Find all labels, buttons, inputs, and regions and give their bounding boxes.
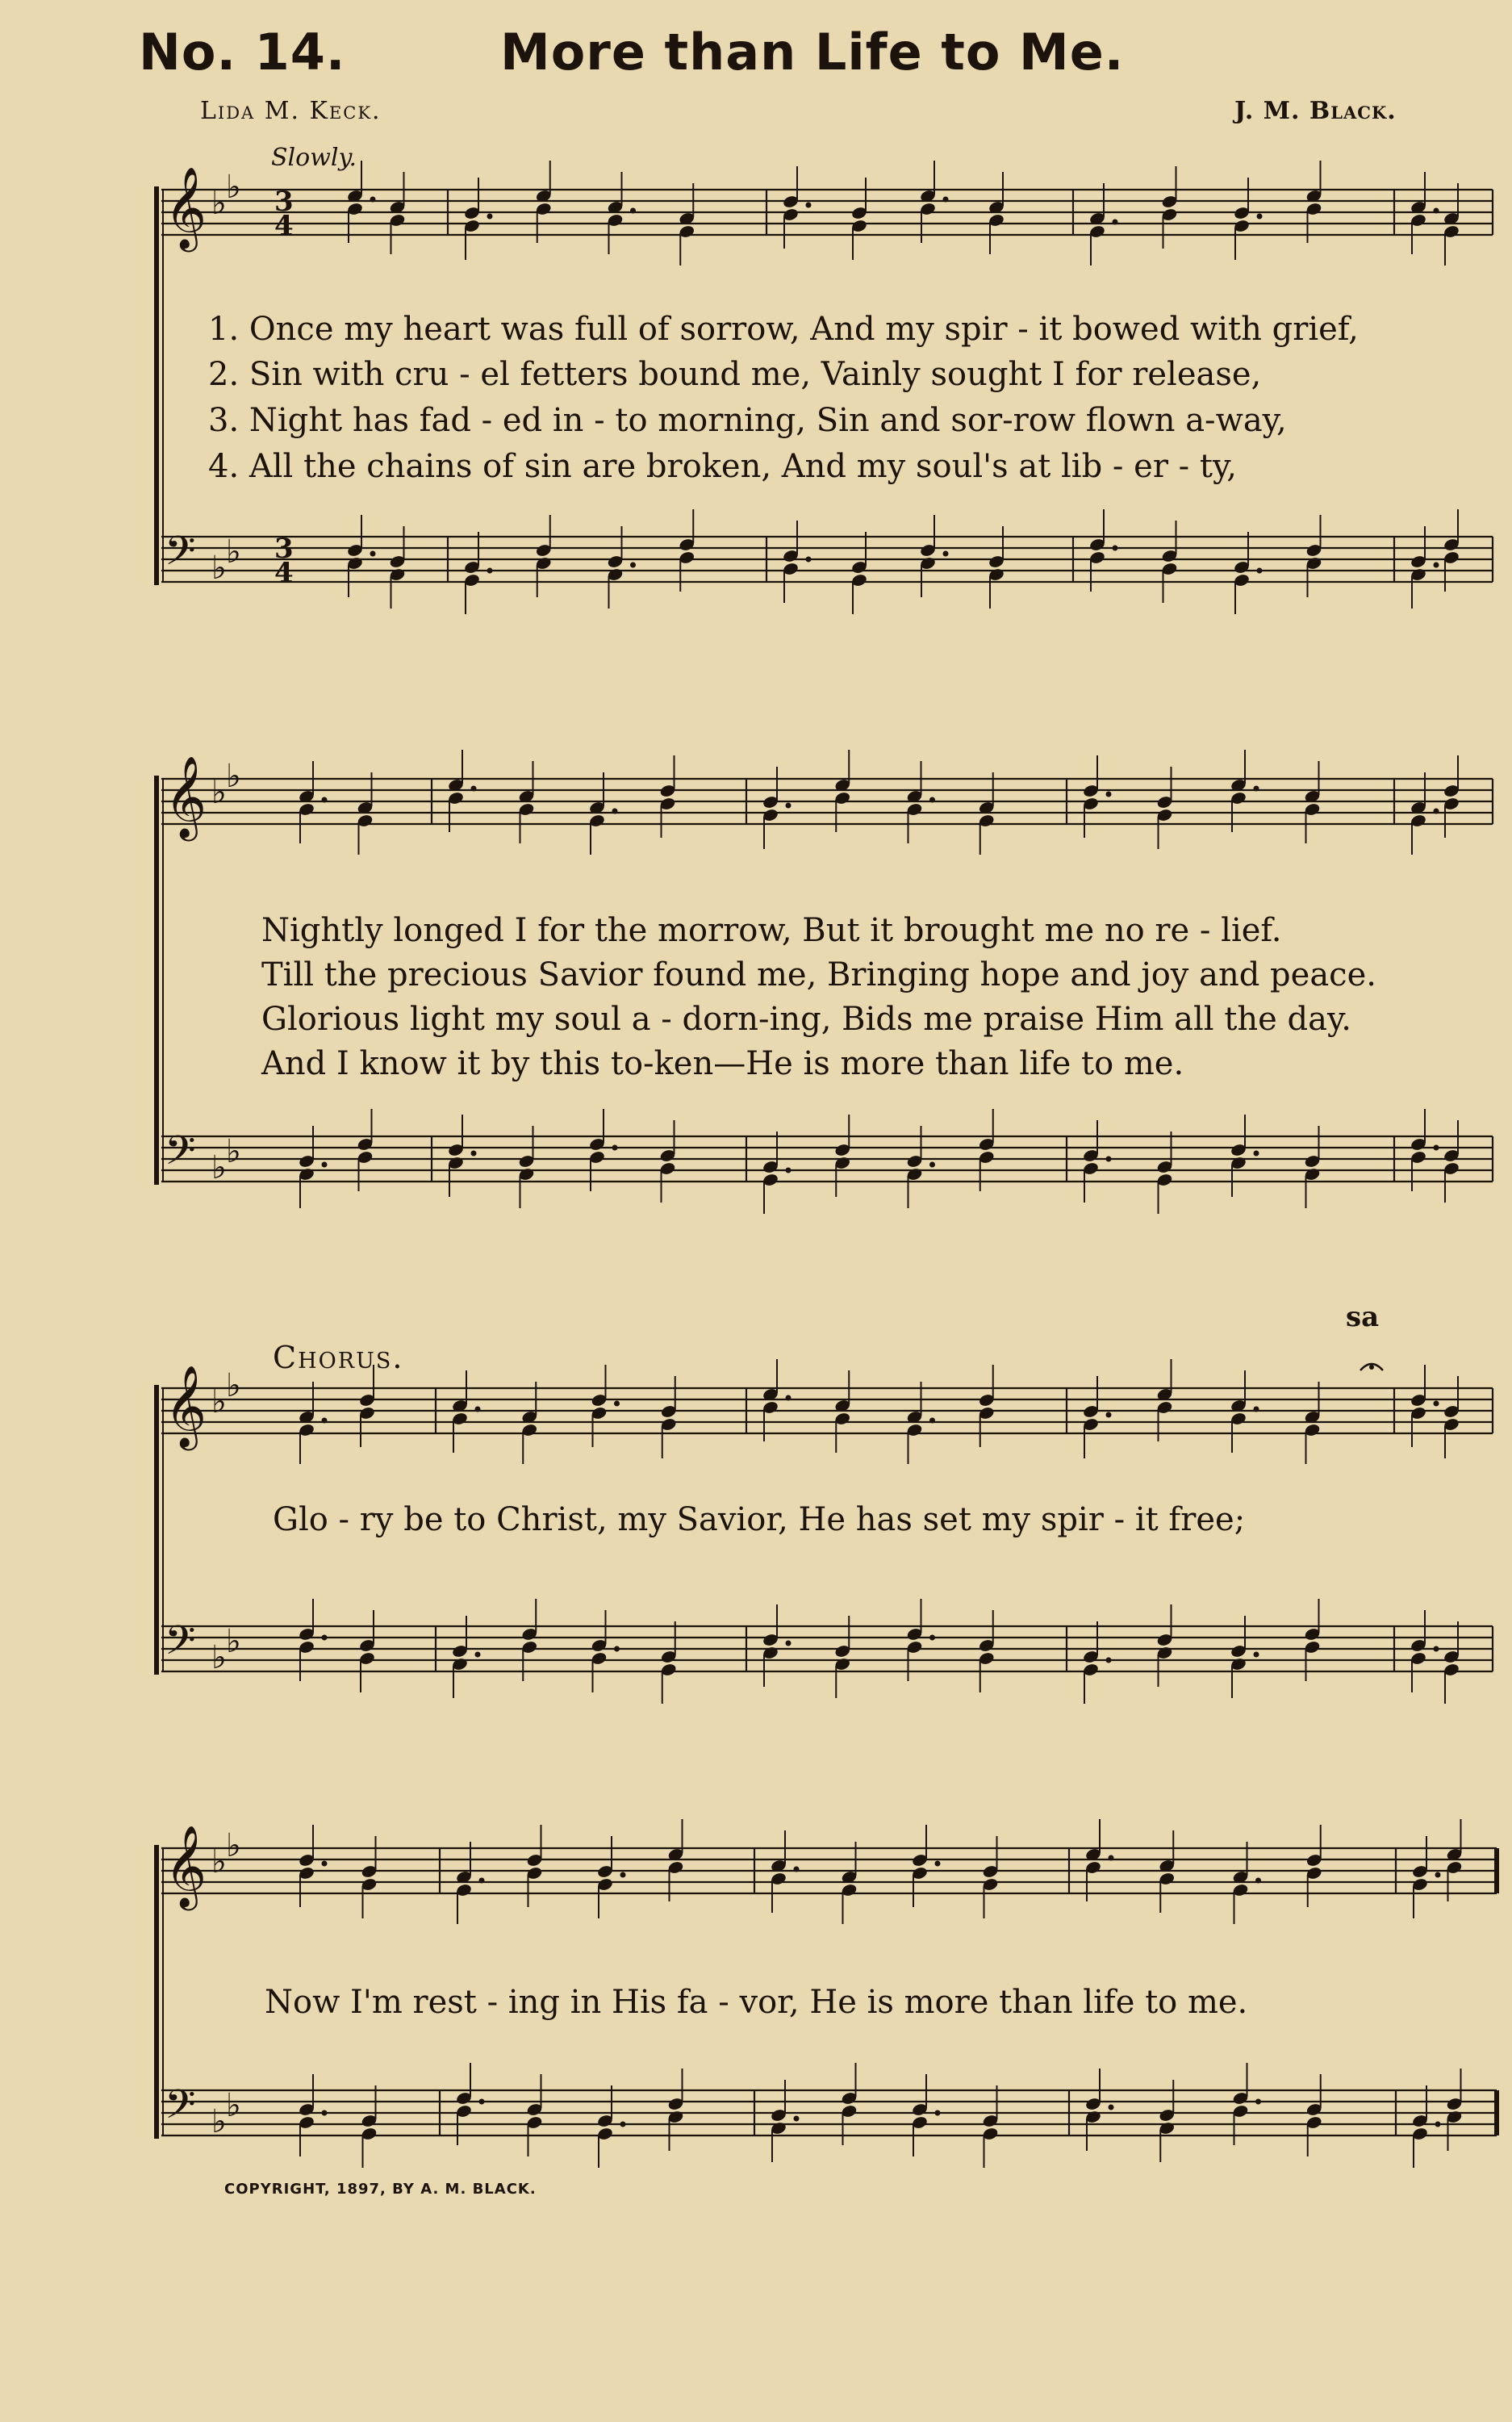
dot <box>929 1418 935 1424</box>
flat-icon: ♭ <box>226 1623 241 1660</box>
dot <box>322 2110 328 2116</box>
dot <box>1113 220 1118 225</box>
dot <box>471 786 477 792</box>
dot <box>1435 2122 1441 2127</box>
dot <box>612 1145 618 1151</box>
copyright-notice: COPYRIGHT, 1897, BY A. M. BLACK. <box>224 2181 537 2198</box>
dot <box>786 1168 792 1173</box>
dot <box>322 1418 328 1424</box>
dot <box>1254 1407 1259 1412</box>
treble-clef-icon: 𝄞 <box>165 165 207 249</box>
dot <box>1434 1401 1439 1407</box>
dot <box>1113 546 1118 551</box>
dot <box>479 2099 485 2105</box>
dot <box>806 203 812 208</box>
dot <box>475 1407 481 1412</box>
dot <box>943 551 949 557</box>
dot <box>322 1635 328 1641</box>
dot <box>1257 568 1263 574</box>
dot <box>1106 1412 1112 1418</box>
verse-line-2-stanza-1: Nightly longed I for the morrow, But it brought me no re - lief. <box>261 912 1282 949</box>
treble-clef-icon: 𝄞 <box>165 755 207 838</box>
dot <box>620 2122 626 2127</box>
hymn-title: More than Life to Me. <box>500 23 1125 82</box>
dot <box>1254 1151 1259 1157</box>
dot <box>475 1652 481 1658</box>
bass-clef-icon: 𝄢 <box>165 528 196 584</box>
time-signature-top: 3 <box>274 186 294 218</box>
dot <box>935 1861 941 1867</box>
dot <box>929 797 935 803</box>
dot <box>370 197 376 203</box>
dot <box>322 1162 328 1168</box>
dot <box>322 1861 328 1867</box>
bass-clef-icon: 𝄢 <box>165 2081 196 2138</box>
flat-icon: ♭ <box>211 2103 227 2140</box>
flat-icon: ♭ <box>211 1149 227 1186</box>
flat-icon: ♭ <box>211 550 227 587</box>
dot <box>1106 1658 1112 1663</box>
dot <box>1434 208 1439 214</box>
dot <box>1109 1855 1114 1861</box>
lyricist-credit: Lida M. Keck. <box>200 97 382 125</box>
dot <box>471 1151 477 1157</box>
dot <box>487 568 493 574</box>
dot <box>786 1641 792 1646</box>
dot <box>614 1401 620 1407</box>
flat-icon: ♭ <box>226 758 241 795</box>
dot <box>1254 1652 1259 1658</box>
flat-icon: ♭ <box>226 1367 241 1404</box>
bass-clef-icon: 𝄢 <box>165 1617 196 1674</box>
dot <box>1106 792 1112 797</box>
verse-line-2-stanza-4: And I know it by this to-ken—He is more than life to me. <box>261 1045 1184 1082</box>
chorus-label: Chorus. <box>273 1340 404 1375</box>
dot <box>370 551 376 557</box>
dot <box>487 214 493 220</box>
flat-icon: ♭ <box>226 1133 241 1170</box>
dot <box>1255 2099 1261 2105</box>
time-signature-top: 3 <box>274 533 294 565</box>
dot <box>806 557 812 563</box>
dot <box>630 563 636 568</box>
dot <box>614 1646 620 1652</box>
dot <box>1434 1145 1439 1151</box>
dot <box>935 2110 941 2116</box>
verse-line-1-stanza-1: 1. Once my heart was full of sorrow, And my spir - it bowed with grief, <box>208 311 1359 348</box>
verse-line-2-stanza-3: Glorious light my soul a - dorn-ing, Bids me praise Him all the day. <box>261 1001 1351 1038</box>
time-signature-bottom: 4 <box>274 557 294 589</box>
dot <box>620 1872 626 1878</box>
composer-credit: J. M. Black. <box>1234 97 1397 125</box>
dot <box>479 1878 485 1884</box>
dot <box>1255 1878 1261 1884</box>
dot <box>322 797 328 803</box>
dot <box>1106 1157 1112 1162</box>
dot <box>1257 214 1263 220</box>
chorus-line-2: Now I'm rest - ing in His fa - vor, He is more than life to me. <box>265 1984 1248 2021</box>
flat-icon: ♭ <box>226 533 241 571</box>
dot <box>630 208 636 214</box>
flat-icon: ♭ <box>211 1843 227 1880</box>
dot <box>929 1635 935 1641</box>
treble-clef-icon: 𝄞 <box>165 1364 207 1447</box>
dot <box>612 809 618 814</box>
flat-icon: ♭ <box>211 1639 227 1676</box>
verse-line-2-stanza-2: Till the precious Savior found me, Bringing hope and joy and peace. <box>261 956 1376 993</box>
tempo-marking: Slowly. <box>271 144 357 172</box>
flat-icon: ♭ <box>211 185 227 222</box>
flat-icon: ♭ <box>211 1383 227 1420</box>
verse-line-1-stanza-2: 2. Sin with cru - el fetters bound me, Vainly sought I for release, <box>208 356 1262 393</box>
chorus-line-1: Glo - ry be to Christ, my Savior, He has set my spir - it free; <box>273 1501 1246 1538</box>
dot <box>794 1867 800 1872</box>
verse-line-1-stanza-4: 4. All the chains of sin are broken, And my soul's at lib - er - ty, <box>208 448 1237 485</box>
bass-clef-icon: 𝄢 <box>165 1127 196 1184</box>
dot <box>929 1162 935 1168</box>
fermata-dot <box>1369 1365 1374 1370</box>
dot <box>1434 563 1439 568</box>
dot <box>794 2116 800 2122</box>
hymn-number: No. 14. <box>139 23 346 82</box>
dot <box>1434 809 1439 814</box>
dot <box>943 197 949 203</box>
treble-clef-icon: 𝄞 <box>165 1824 207 1907</box>
flat-icon: ♭ <box>226 2087 241 2124</box>
sa-mark: sa <box>1346 1301 1380 1333</box>
dot <box>786 1395 792 1401</box>
time-signature-bottom: 4 <box>274 210 294 242</box>
dot <box>1109 2105 1114 2110</box>
dot <box>1254 786 1259 792</box>
flat-icon: ♭ <box>226 169 241 206</box>
dot <box>1434 1646 1439 1652</box>
flat-icon: ♭ <box>226 1827 241 1864</box>
dot <box>1435 1872 1441 1878</box>
verse-line-1-stanza-3: 3. Night has fad - ed in - to morning, Sin and sor-row flown a-way, <box>208 402 1287 439</box>
flat-icon: ♭ <box>211 774 227 811</box>
dot <box>786 803 792 809</box>
